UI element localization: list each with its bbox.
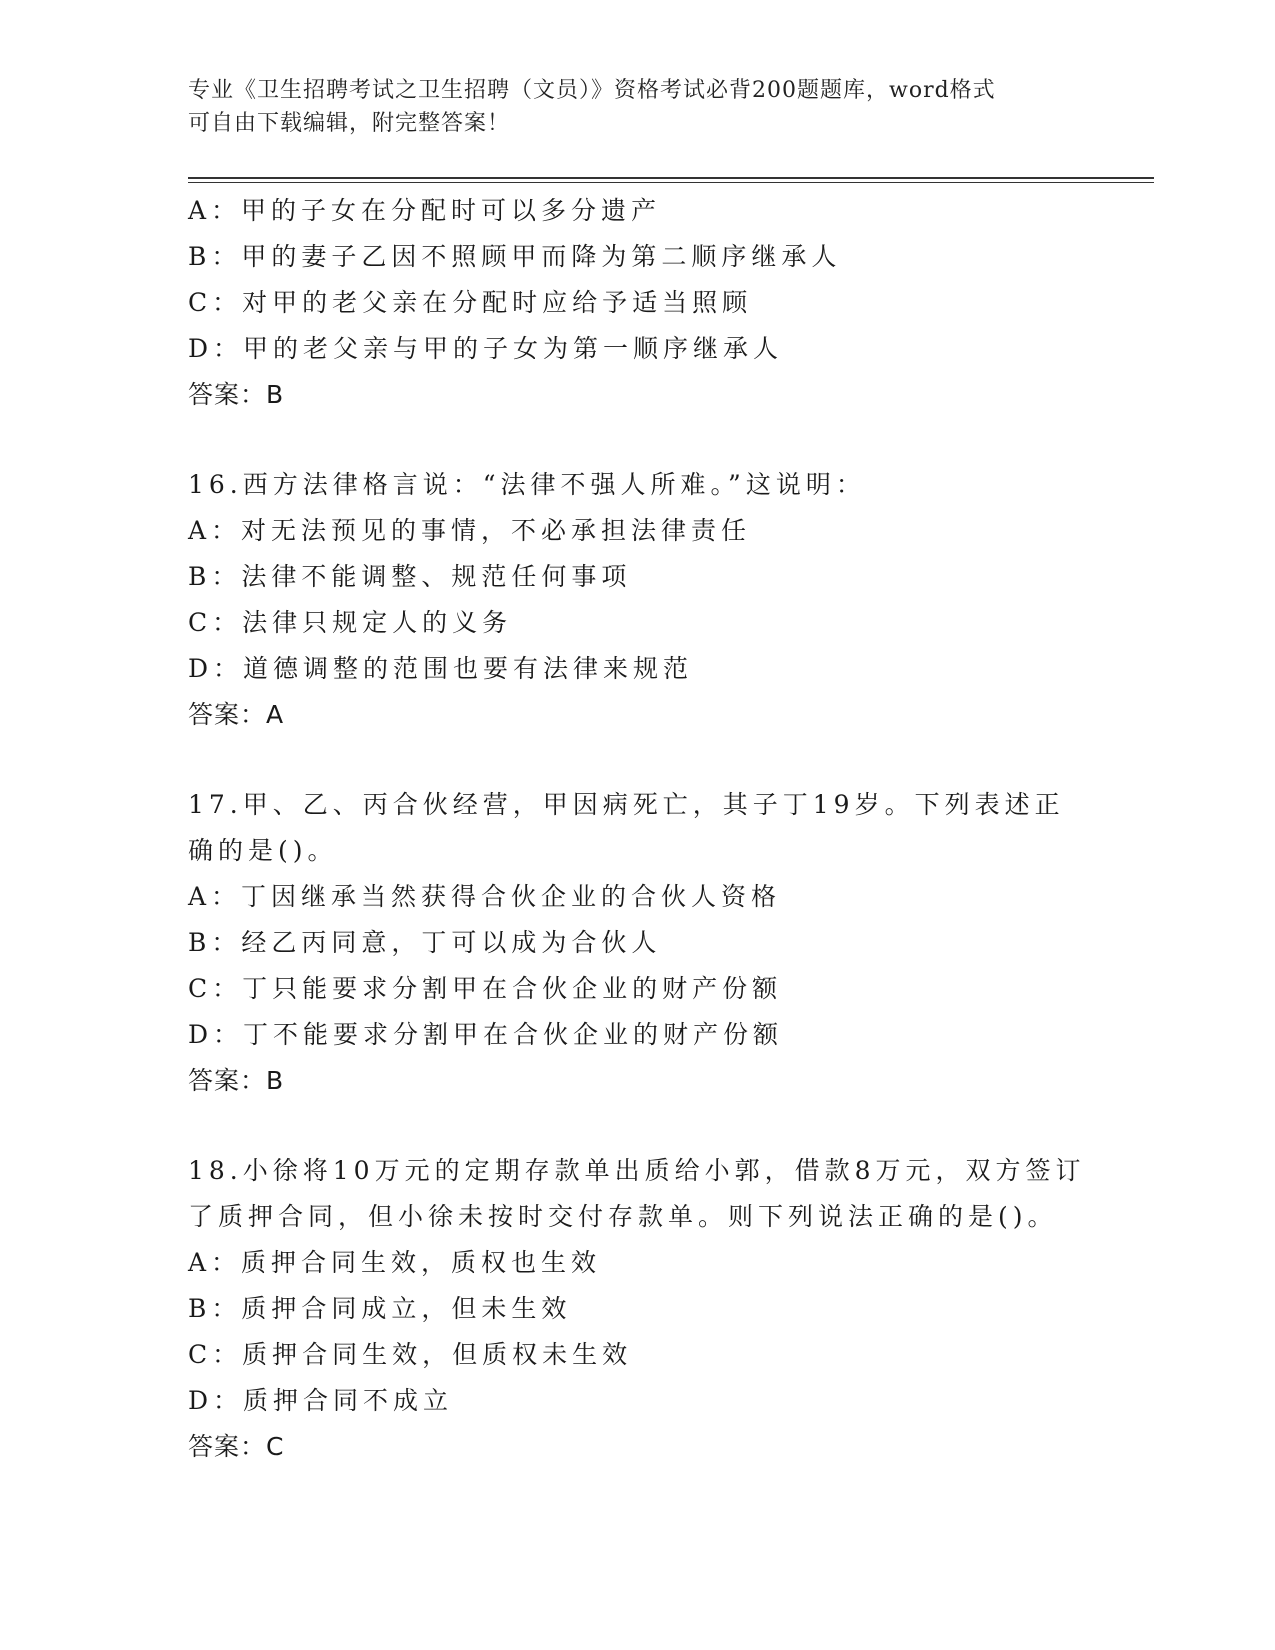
option-c: C：法律只规定人的义务 <box>188 608 513 637</box>
option-d: D：甲的老父亲与甲的子女为第一顺序继承人 <box>188 334 784 363</box>
header-title-line-2: 可自由下载编辑，附完整答案！ <box>188 111 511 136</box>
question-list <box>188 188 1088 1470</box>
question-block-15 <box>188 188 1088 418</box>
option-d: D：丁不能要求分割甲在合伙企业的财产份额 <box>188 1020 784 1049</box>
header-title-line-1: 专业《卫生招聘考试之卫生招聘（文员）》资格考试必背200题题库，word格式 <box>188 78 996 103</box>
header-divider-thin <box>188 182 1154 183</box>
option-b: B：甲的妻子乙因不照顾甲而降为第二顺序继承人 <box>188 242 842 271</box>
answer-line: 答案：A <box>188 700 285 729</box>
question-text: 16.西方法律格言说：“法律不强人所难。”这说明： <box>188 470 866 499</box>
option-a: A：质押合同生效，质权也生效 <box>188 1248 602 1277</box>
option-a: A：甲的子女在分配时可以多分遗产 <box>188 196 662 225</box>
header-divider-thick <box>188 177 1154 179</box>
option-a: A：丁因继承当然获得合伙企业的合伙人资格 <box>188 882 782 911</box>
question-text: 17.甲、乙、丙合伙经营，甲因病死亡，其子丁19岁。下列表述正确的是()。 <box>188 790 1065 865</box>
option-b: B：质押合同成立，但未生效 <box>188 1294 572 1323</box>
question-block-17 <box>188 782 1088 1104</box>
option-b: B：经乙丙同意，丁可以成为合伙人 <box>188 928 662 957</box>
answer-line: 答案：B <box>188 380 285 409</box>
document-header <box>188 74 1088 140</box>
option-a: A：对无法预见的事情，不必承担法律责任 <box>188 516 752 545</box>
answer-line: 答案：B <box>188 1066 285 1095</box>
option-d: D：质押合同不成立 <box>188 1386 454 1415</box>
option-c: C：丁只能要求分割甲在合伙企业的财产份额 <box>188 974 783 1003</box>
option-c: C：质押合同生效，但质权未生效 <box>188 1340 633 1369</box>
option-b: B：法律不能调整、规范任何事项 <box>188 562 632 591</box>
question-text: 18.小徐将10万元的定期存款单出质给小郭，借款8万元，双方签订了质押合同，但小徐未按时交付存款单。则下列说法正确的是()。 <box>188 1156 1086 1231</box>
option-d: D：道德调整的范围也要有法律来规范 <box>188 654 694 683</box>
question-block-16 <box>188 462 1088 738</box>
answer-line: 答案：C <box>188 1432 285 1461</box>
option-c: C：对甲的老父亲在分配时应给予适当照顾 <box>188 288 753 317</box>
question-block-18 <box>188 1148 1088 1470</box>
